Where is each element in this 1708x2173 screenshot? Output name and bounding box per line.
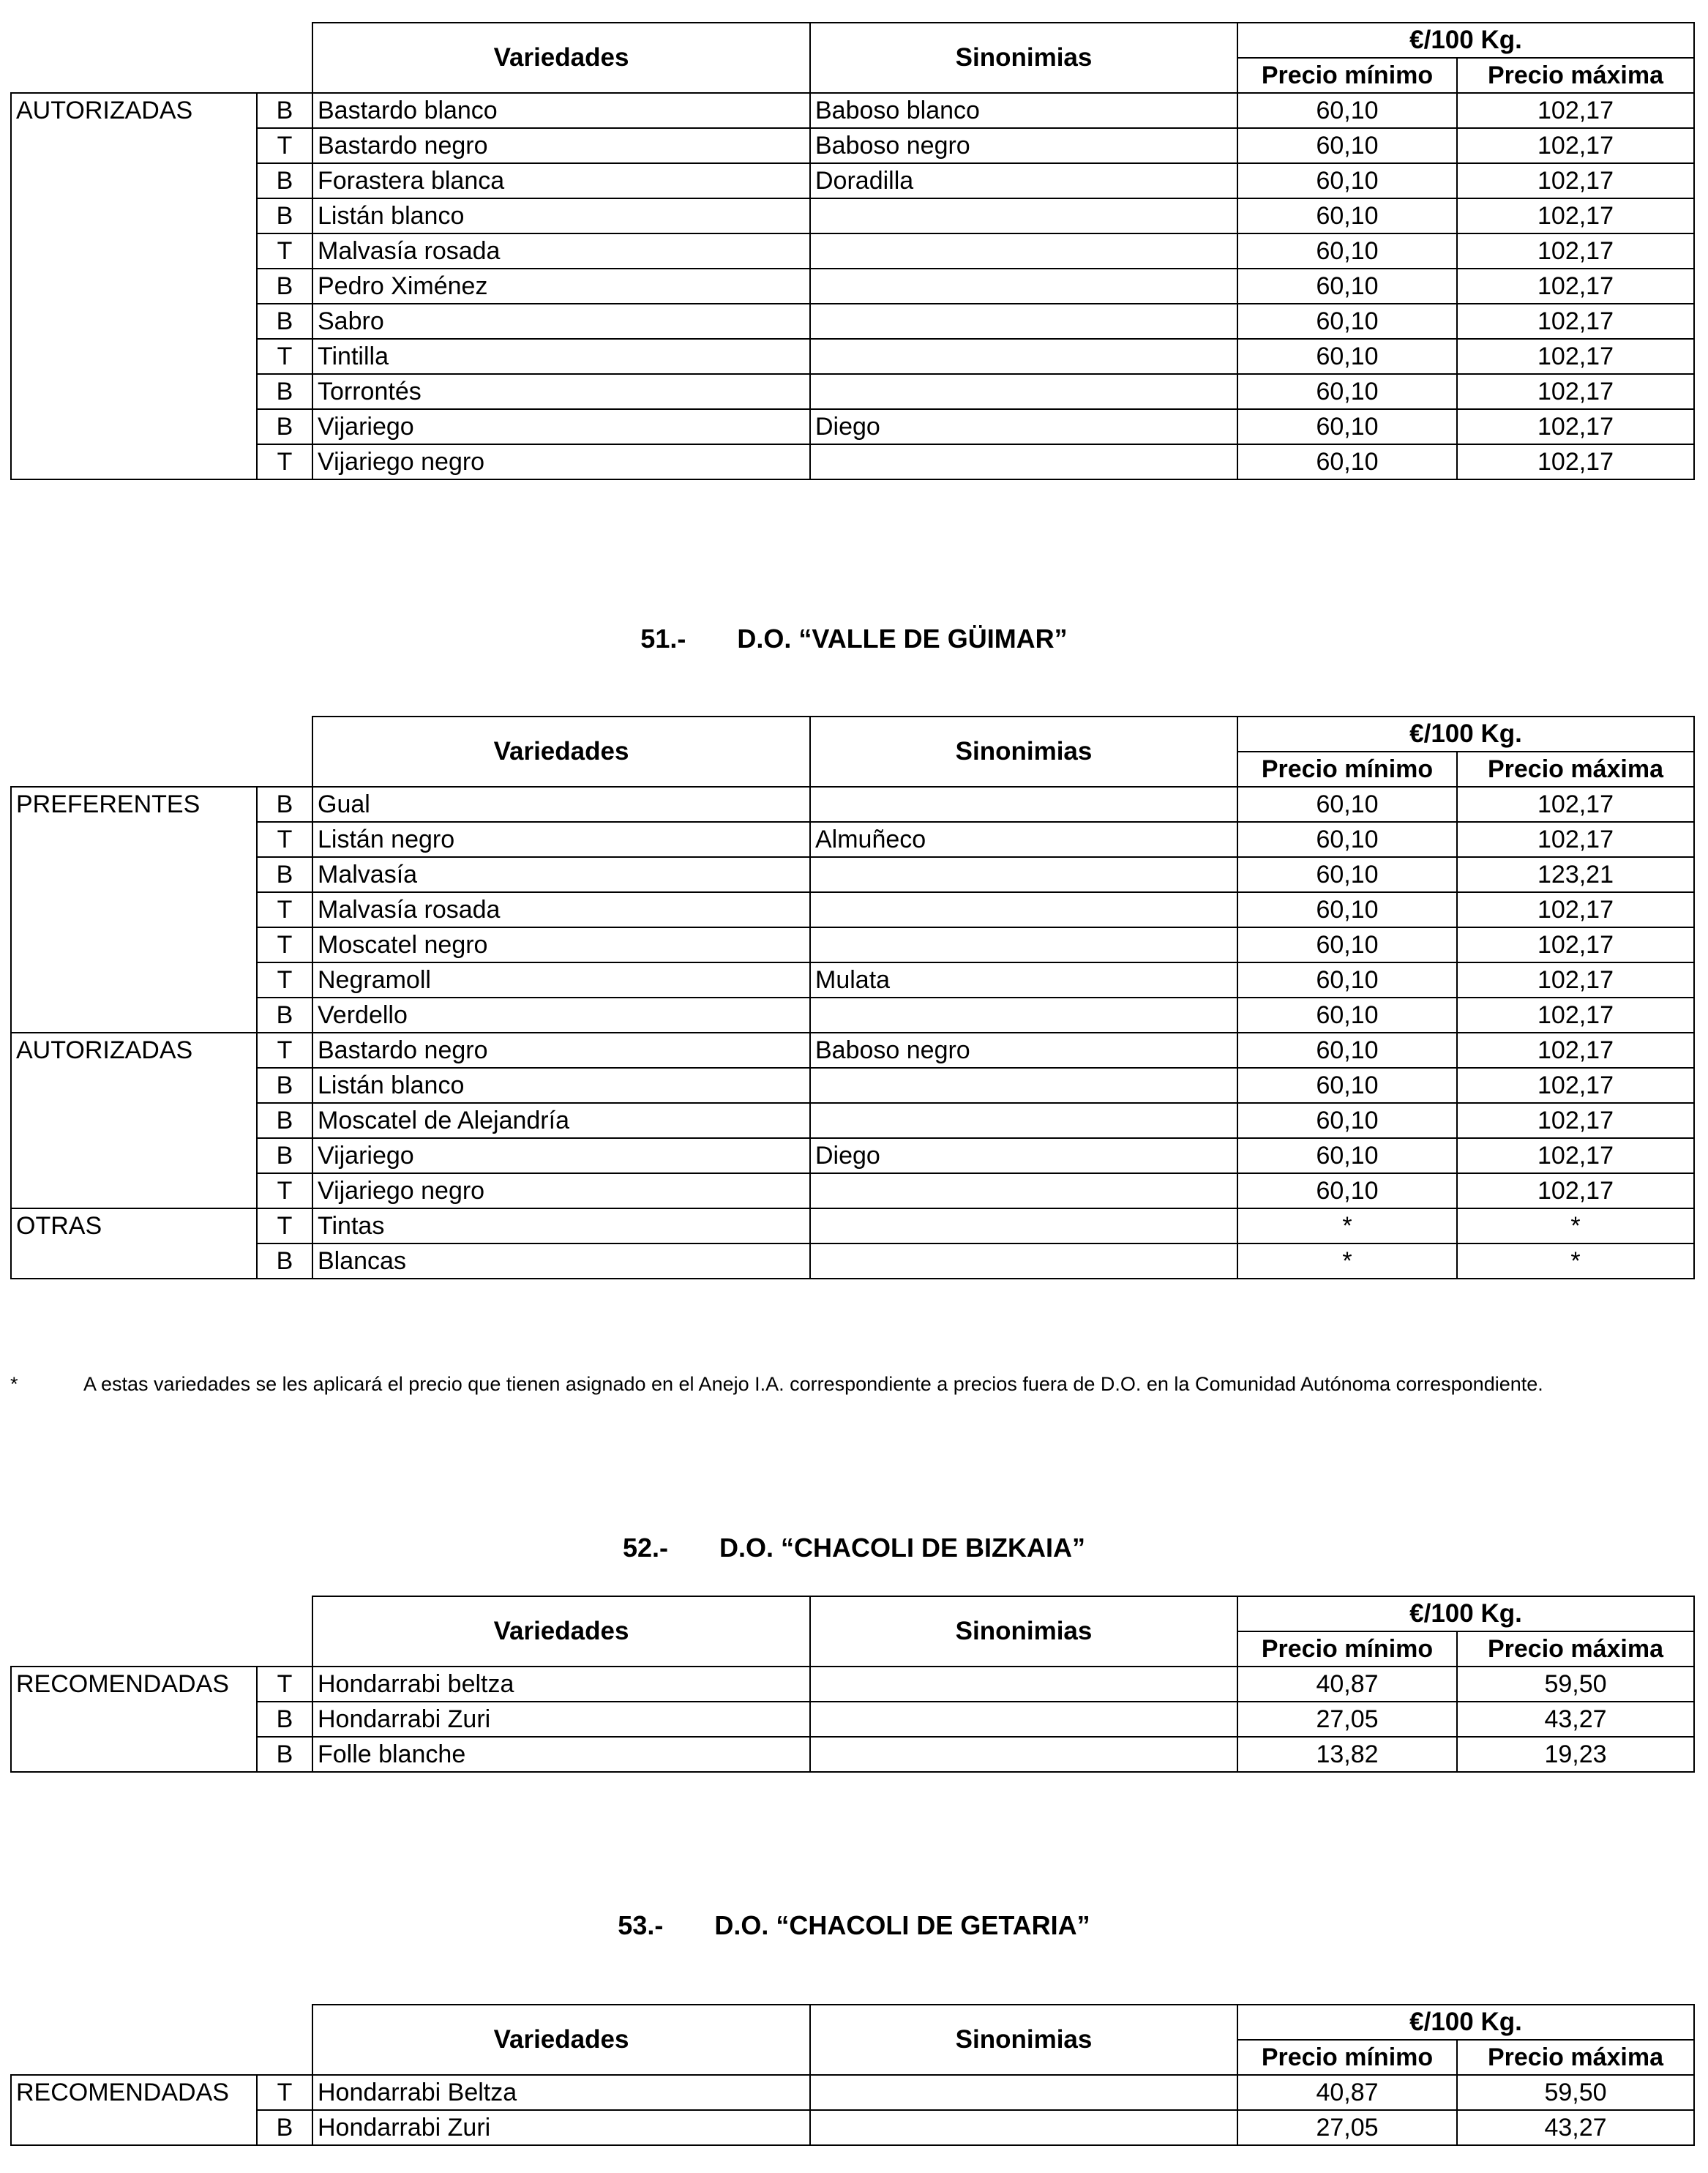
synonym-cell: Baboso blanco: [810, 93, 1237, 128]
group-cell: [11, 374, 257, 409]
synonym-cell: [810, 374, 1237, 409]
group-cell: [11, 998, 257, 1033]
footnote-mark: *: [10, 1373, 18, 1395]
table-row: [11, 1243, 1694, 1279]
precio-minimo-cell: 60,10: [1237, 339, 1457, 374]
variety-cell: Pedro Ximénez: [312, 269, 810, 304]
precio-minimo-cell: *: [1237, 1243, 1457, 1279]
group-cell: [11, 927, 257, 962]
precio-minimo-cell: 27,05: [1237, 1702, 1457, 1737]
synonym-cell: [810, 857, 1237, 892]
table-row: [11, 233, 1694, 269]
synonym-cell: Almuñeco: [810, 822, 1237, 857]
variety-cell: Listán blanco: [312, 198, 810, 233]
precio-maximo-cell: 102,17: [1457, 822, 1694, 857]
precio-maximo-cell: 102,17: [1457, 892, 1694, 927]
precio-minimo-cell: 13,82: [1237, 1737, 1457, 1772]
group-cell: [11, 163, 257, 198]
variety-cell: Verdello: [312, 998, 810, 1033]
group-cell: [11, 857, 257, 892]
variety-cell: Malvasía rosada: [312, 892, 810, 927]
header-sinonimias: Sinonimias: [810, 23, 1237, 93]
group-cell: [11, 1173, 257, 1208]
color-cell: B: [257, 1243, 312, 1279]
group-cell: [11, 409, 257, 444]
table-row: [11, 1138, 1694, 1173]
table-row: [11, 1737, 1694, 1772]
header-price-group: €/100 Kg.: [1237, 2005, 1694, 2040]
precio-minimo-cell: 60,10: [1237, 198, 1457, 233]
color-cell: T: [257, 233, 312, 269]
header-precio-maximo: Precio máxima: [1457, 58, 1694, 93]
precio-maximo-cell: 102,17: [1457, 409, 1694, 444]
table-section-53: [10, 2004, 1695, 2146]
precio-maximo-cell: 102,17: [1457, 1173, 1694, 1208]
synonym-cell: Baboso negro: [810, 1033, 1237, 1068]
precio-minimo-cell: 60,10: [1237, 1068, 1457, 1103]
precio-minimo-cell: 60,10: [1237, 444, 1457, 479]
precio-minimo-cell: 60,10: [1237, 269, 1457, 304]
synonym-cell: [810, 198, 1237, 233]
table-row: [11, 1173, 1694, 1208]
variety-cell: Hondarrabi Beltza: [312, 2075, 810, 2110]
variety-cell: Bastardo negro: [312, 128, 810, 163]
table-row: [11, 822, 1694, 857]
table-row: [11, 2110, 1694, 2145]
header-precio-maximo: Precio máxima: [1457, 1631, 1694, 1667]
precio-maximo-cell: 102,17: [1457, 787, 1694, 822]
header-blank: [11, 23, 312, 93]
precio-maximo-cell: 102,17: [1457, 269, 1694, 304]
table-section-51: [10, 716, 1695, 1279]
variety-cell: Tintilla: [312, 339, 810, 374]
variety-cell: Tintas: [312, 1208, 810, 1243]
table-section-52: [10, 1596, 1695, 1773]
color-cell: B: [257, 998, 312, 1033]
synonym-cell: [810, 2110, 1237, 2145]
synonym-cell: Diego: [810, 409, 1237, 444]
group-cell: OTRAS: [11, 1208, 257, 1243]
color-cell: B: [257, 409, 312, 444]
color-cell: T: [257, 962, 312, 998]
synonym-cell: Mulata: [810, 962, 1237, 998]
section-53-title: D.O. “CHACOLI DE GETARIA”: [714, 1910, 1090, 1940]
precio-minimo-cell: 60,10: [1237, 892, 1457, 927]
precio-maximo-cell: 102,17: [1457, 304, 1694, 339]
section-52-heading: [0, 1530, 1708, 1566]
color-cell: T: [257, 1667, 312, 1702]
variety-cell: Hondarrabi beltza: [312, 1667, 810, 1702]
precio-maximo-cell: *: [1457, 1243, 1694, 1279]
precio-minimo-cell: 60,10: [1237, 1138, 1457, 1173]
table-row: [11, 198, 1694, 233]
group-cell: RECOMENDADAS: [11, 1667, 257, 1702]
table-row: [11, 787, 1694, 822]
synonym-cell: [810, 304, 1237, 339]
variety-cell: Moscatel de Alejandría: [312, 1103, 810, 1138]
table-row: [11, 269, 1694, 304]
footnote-text: A estas variedades se les aplicará el precio que tienen asignado en el Anejo I.A. correspondiente a precios fuera de D.O. en la Comunidad Autónoma correspondiente.: [83, 1373, 1543, 1395]
precio-minimo-cell: 40,87: [1237, 1667, 1457, 1702]
synonym-cell: [810, 1243, 1237, 1279]
group-cell: [11, 1138, 257, 1173]
color-cell: T: [257, 1208, 312, 1243]
variety-cell: Malvasía: [312, 857, 810, 892]
variety-cell: Vijariego: [312, 1138, 810, 1173]
table-row: [11, 93, 1694, 128]
group-cell: PREFERENTES: [11, 787, 257, 822]
header-variedades: Variedades: [312, 23, 810, 93]
header-blank: [11, 717, 312, 787]
header-price-group: €/100 Kg.: [1237, 1596, 1694, 1631]
group-cell: [11, 1737, 257, 1772]
color-cell: T: [257, 892, 312, 927]
precio-minimo-cell: 60,10: [1237, 1173, 1457, 1208]
group-cell: AUTORIZADAS: [11, 1033, 257, 1068]
header-precio-maximo: Precio máxima: [1457, 752, 1694, 787]
table-row: [11, 128, 1694, 163]
precio-maximo-cell: 102,17: [1457, 128, 1694, 163]
synonym-cell: [810, 233, 1237, 269]
footnote: [10, 1369, 1693, 1399]
color-cell: B: [257, 269, 312, 304]
color-cell: B: [257, 1737, 312, 1772]
synonym-cell: [810, 444, 1237, 479]
precio-maximo-cell: *: [1457, 1208, 1694, 1243]
section-51-heading: [0, 621, 1708, 657]
precio-maximo-cell: 102,17: [1457, 1068, 1694, 1103]
table-row: [11, 857, 1694, 892]
precio-maximo-cell: 59,50: [1457, 2075, 1694, 2110]
color-cell: T: [257, 2075, 312, 2110]
variety-cell: Hondarrabi Zuri: [312, 2110, 810, 2145]
synonym-cell: [810, 892, 1237, 927]
header-price-group: €/100 Kg.: [1237, 717, 1694, 752]
synonym-cell: [810, 1702, 1237, 1737]
color-cell: B: [257, 374, 312, 409]
table-row: [11, 2075, 1694, 2110]
section-51-title: D.O. “VALLE DE GÜIMAR”: [737, 624, 1068, 654]
table-row: [11, 892, 1694, 927]
table-row: [11, 1702, 1694, 1737]
color-cell: T: [257, 128, 312, 163]
header-blank: [11, 2005, 312, 2075]
precio-minimo-cell: 60,10: [1237, 163, 1457, 198]
color-cell: T: [257, 1173, 312, 1208]
color-cell: T: [257, 822, 312, 857]
synonym-cell: [810, 339, 1237, 374]
synonym-cell: [810, 787, 1237, 822]
color-cell: B: [257, 1702, 312, 1737]
synonym-cell: [810, 1737, 1237, 1772]
group-cell: [11, 1103, 257, 1138]
synonym-cell: [810, 927, 1237, 962]
precio-minimo-cell: 60,10: [1237, 409, 1457, 444]
table-row: [11, 1667, 1694, 1702]
table-row: [11, 409, 1694, 444]
precio-maximo-cell: 102,17: [1457, 93, 1694, 128]
synonym-cell: [810, 998, 1237, 1033]
precio-minimo-cell: 60,10: [1237, 998, 1457, 1033]
variety-cell: Forastera blanca: [312, 163, 810, 198]
synonym-cell: [810, 1173, 1237, 1208]
synonym-cell: [810, 1068, 1237, 1103]
precio-maximo-cell: 102,17: [1457, 163, 1694, 198]
header-precio-minimo: Precio mínimo: [1237, 752, 1457, 787]
group-cell: [11, 233, 257, 269]
group-cell: [11, 1243, 257, 1279]
header-precio-minimo: Precio mínimo: [1237, 2040, 1457, 2075]
synonym-cell: [810, 269, 1237, 304]
table-row: [11, 444, 1694, 479]
precio-minimo-cell: 60,10: [1237, 822, 1457, 857]
precio-maximo-cell: 102,17: [1457, 374, 1694, 409]
precio-minimo-cell: 60,10: [1237, 1103, 1457, 1138]
precio-minimo-cell: 60,10: [1237, 374, 1457, 409]
precio-minimo-cell: 60,10: [1237, 93, 1457, 128]
precio-maximo-cell: 102,17: [1457, 927, 1694, 962]
precio-maximo-cell: 102,17: [1457, 962, 1694, 998]
table-row: [11, 962, 1694, 998]
variety-cell: Sabro: [312, 304, 810, 339]
precio-maximo-cell: 102,17: [1457, 1138, 1694, 1173]
synonym-cell: [810, 1667, 1237, 1702]
header-sinonimias: Sinonimias: [810, 1596, 1237, 1667]
group-cell: [11, 2110, 257, 2145]
color-cell: B: [257, 2110, 312, 2145]
group-cell: [11, 1068, 257, 1103]
table-row: [11, 1068, 1694, 1103]
precio-minimo-cell: 60,10: [1237, 304, 1457, 339]
header-sinonimias: Sinonimias: [810, 2005, 1237, 2075]
group-cell: [11, 444, 257, 479]
synonym-cell: [810, 1208, 1237, 1243]
precio-maximo-cell: 102,17: [1457, 998, 1694, 1033]
group-cell: [11, 892, 257, 927]
header-variedades: Variedades: [312, 1596, 810, 1667]
header-precio-minimo: Precio mínimo: [1237, 1631, 1457, 1667]
color-cell: T: [257, 444, 312, 479]
color-cell: B: [257, 1068, 312, 1103]
table-row: [11, 998, 1694, 1033]
precio-maximo-cell: 59,50: [1457, 1667, 1694, 1702]
precio-minimo-cell: 60,10: [1237, 857, 1457, 892]
table-row: [11, 1208, 1694, 1243]
precio-maximo-cell: 43,27: [1457, 1702, 1694, 1737]
header-sinonimias: Sinonimias: [810, 717, 1237, 787]
color-cell: B: [257, 1103, 312, 1138]
group-cell: AUTORIZADAS: [11, 93, 257, 128]
color-cell: T: [257, 1033, 312, 1068]
variety-cell: Gual: [312, 787, 810, 822]
precio-minimo-cell: 60,10: [1237, 927, 1457, 962]
variety-cell: Moscatel negro: [312, 927, 810, 962]
color-cell: B: [257, 163, 312, 198]
variety-cell: Negramoll: [312, 962, 810, 998]
header-precio-minimo: Precio mínimo: [1237, 58, 1457, 93]
precio-minimo-cell: 60,10: [1237, 128, 1457, 163]
group-cell: [11, 1702, 257, 1737]
header-variedades: Variedades: [312, 2005, 810, 2075]
variety-cell: Hondarrabi Zuri: [312, 1702, 810, 1737]
color-cell: B: [257, 1138, 312, 1173]
variety-cell: Listán negro: [312, 822, 810, 857]
precio-minimo-cell: 40,87: [1237, 2075, 1457, 2110]
precio-maximo-cell: 102,17: [1457, 1033, 1694, 1068]
header-precio-maximo: Precio máxima: [1457, 2040, 1694, 2075]
precio-minimo-cell: 60,10: [1237, 962, 1457, 998]
variety-cell: Bastardo blanco: [312, 93, 810, 128]
color-cell: B: [257, 857, 312, 892]
color-cell: B: [257, 787, 312, 822]
group-cell: [11, 269, 257, 304]
precio-maximo-cell: 102,17: [1457, 198, 1694, 233]
group-cell: [11, 339, 257, 374]
precio-maximo-cell: 102,17: [1457, 444, 1694, 479]
precio-minimo-cell: 27,05: [1237, 2110, 1457, 2145]
table-row: [11, 304, 1694, 339]
color-cell: B: [257, 198, 312, 233]
precio-maximo-cell: 123,21: [1457, 857, 1694, 892]
section-53-number: 53.-: [618, 1910, 664, 1940]
precio-maximo-cell: 102,17: [1457, 339, 1694, 374]
variety-cell: Vijariego negro: [312, 1173, 810, 1208]
variety-cell: Folle blanche: [312, 1737, 810, 1772]
header-variedades: Variedades: [312, 717, 810, 787]
group-cell: [11, 822, 257, 857]
precio-minimo-cell: 60,10: [1237, 787, 1457, 822]
section-52-number: 52.-: [622, 1533, 669, 1563]
table-row: [11, 374, 1694, 409]
color-cell: B: [257, 93, 312, 128]
color-cell: T: [257, 927, 312, 962]
table-row: [11, 163, 1694, 198]
variety-cell: Bastardo negro: [312, 1033, 810, 1068]
synonym-cell: Baboso negro: [810, 128, 1237, 163]
section-52-title: D.O. “CHACOLI DE BIZKAIA”: [719, 1533, 1086, 1563]
group-cell: [11, 128, 257, 163]
synonym-cell: Doradilla: [810, 163, 1237, 198]
header-blank: [11, 1596, 312, 1667]
section-51-number: 51.-: [640, 624, 686, 654]
group-cell: [11, 962, 257, 998]
precio-maximo-cell: 102,17: [1457, 233, 1694, 269]
variety-cell: Listán blanco: [312, 1068, 810, 1103]
variety-cell: Blancas: [312, 1243, 810, 1279]
precio-maximo-cell: 43,27: [1457, 2110, 1694, 2145]
precio-maximo-cell: 102,17: [1457, 1103, 1694, 1138]
synonym-cell: Diego: [810, 1138, 1237, 1173]
variety-cell: Vijariego: [312, 409, 810, 444]
color-cell: T: [257, 339, 312, 374]
header-price-group: €/100 Kg.: [1237, 23, 1694, 58]
variety-cell: Vijariego negro: [312, 444, 810, 479]
table-continued: [10, 22, 1695, 480]
variety-cell: Torrontés: [312, 374, 810, 409]
precio-minimo-cell: *: [1237, 1208, 1457, 1243]
precio-maximo-cell: 19,23: [1457, 1737, 1694, 1772]
table-row: [11, 1033, 1694, 1068]
variety-cell: Malvasía rosada: [312, 233, 810, 269]
precio-minimo-cell: 60,10: [1237, 1033, 1457, 1068]
group-cell: [11, 304, 257, 339]
group-cell: [11, 198, 257, 233]
table-row: [11, 1103, 1694, 1138]
table-row: [11, 339, 1694, 374]
precio-minimo-cell: 60,10: [1237, 233, 1457, 269]
group-cell: RECOMENDADAS: [11, 2075, 257, 2110]
synonym-cell: [810, 2075, 1237, 2110]
table-row: [11, 927, 1694, 962]
section-53-heading: [0, 1907, 1708, 1944]
color-cell: B: [257, 304, 312, 339]
synonym-cell: [810, 1103, 1237, 1138]
